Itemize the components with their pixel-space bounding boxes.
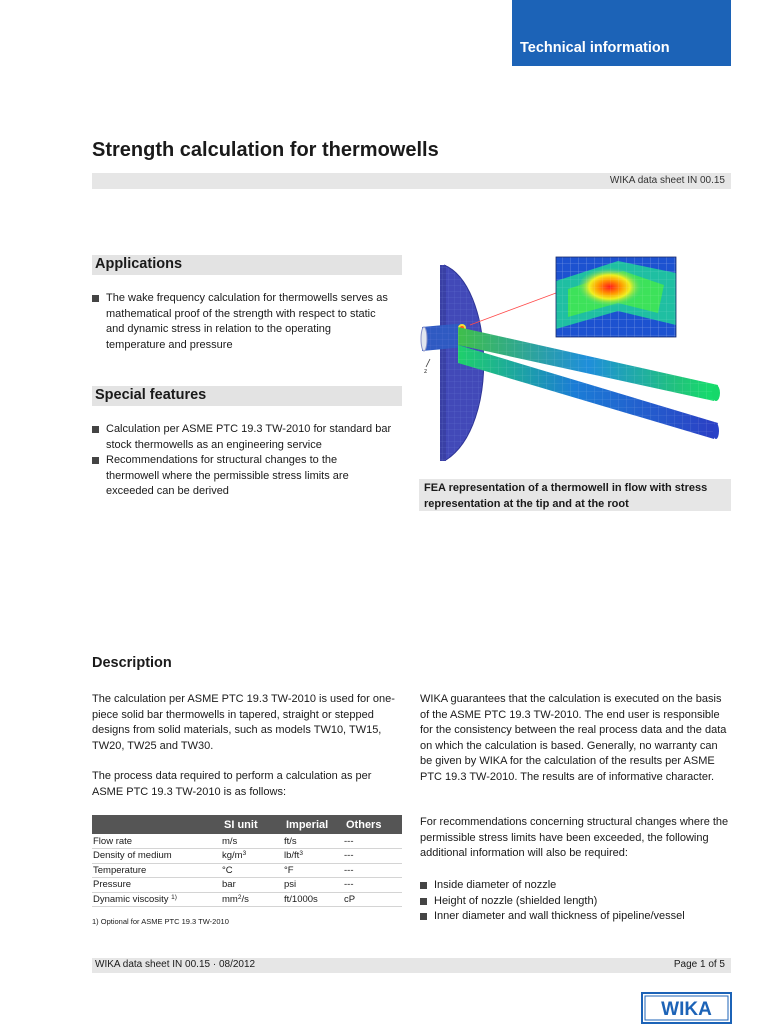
bullet-icon <box>92 457 99 464</box>
bullet-icon <box>420 913 427 920</box>
table-row: Density of medium $kg/m^3$ $lb/ft^3$ --- <box>92 849 402 864</box>
table-header-others: Others <box>342 815 402 834</box>
technical-information-tab <box>512 0 731 66</box>
wika-logo <box>641 992 732 1024</box>
list-item: The wake frequency calculation for thermowells serves as mathematical proof of the strength with respect to static and dynamic stress in relation to the operating temperature and pressure <box>92 291 392 353</box>
applications-heading: Applications <box>95 256 183 272</box>
figure-caption: FEA representation of a thermowell in flow with stress representation at the tip and at the root <box>419 479 731 511</box>
list-item: Height of nozzle (shielded length) <box>420 894 732 910</box>
svg-text:WIKA: WIKA <box>661 999 712 1020</box>
list-item: Recommendations for structural changes to the thermowell where the permissible stress limits are exceeded can be derived <box>92 453 407 500</box>
table-header-imperial: Imperial <box>282 815 342 834</box>
applications-list <box>92 291 392 353</box>
page-number: Page 1 of 5 <box>673 959 725 970</box>
recommendations-paragraph: For recommendations concerning structural changes where the permissible stress limits have been exceeded, the following additional information will also be required: <box>420 816 729 859</box>
table-row: Flow rate m/s ft/s --- <box>92 834 402 849</box>
footer-datasheet: WIKA data sheet IN 00.15 · 08/2012 <box>95 959 256 970</box>
svg-text:z: z <box>424 368 428 375</box>
description-paragraph-2: The process data required to perform a calculation as per ASME PTC 19.3 TW-2010 is as follows: <box>92 770 372 798</box>
page-footer <box>92 958 731 973</box>
list-item: Calculation per ASME PTC 19.3 TW-2010 for standard bar stock thermowells as an engineering service <box>92 422 407 453</box>
description-paragraph-1: The calculation per ASME PTC 19.3 TW-2010 is used for one-piece solid bar thermowells in tapered, straight or stepped designs from solid materials, such as models TW10, TW15, TW20, TW25 and TW30. <box>92 693 395 752</box>
special-features-list <box>92 422 407 500</box>
tab-label: Technical information <box>520 40 670 56</box>
special-features-heading: Special features <box>95 387 207 403</box>
bullet-icon <box>420 882 427 889</box>
table-header-row <box>92 815 402 834</box>
description-heading: Description <box>92 655 172 671</box>
special-features-heading-bar <box>92 386 402 406</box>
applications-heading-bar <box>92 255 402 275</box>
bullet-icon <box>92 295 99 302</box>
table-row: Pressure bar psi --- <box>92 878 402 893</box>
list-item: Inside diameter of nozzle <box>420 878 732 894</box>
required-info-list <box>420 878 732 925</box>
datasheet-bar <box>92 173 731 189</box>
table-header-si: SI unit <box>220 815 282 834</box>
bullet-icon <box>92 426 99 433</box>
table-row: Temperature °C °F --- <box>92 863 402 878</box>
list-item: Inner diameter and wall thickness of pipeline/vessel <box>420 909 732 925</box>
page-title: Strength calculation for thermowells <box>92 139 439 161</box>
datasheet-ref: WIKA data sheet IN 00.15 <box>609 175 725 186</box>
table-footnote: 1) Optional for ASME PTC 19.3 TW-2010 <box>92 917 229 926</box>
table-row: Dynamic viscosity $^{1)}$ $mm^2/s$ ft/1000s cP <box>92 892 402 907</box>
table-header-empty <box>92 815 220 834</box>
warranty-paragraph: WIKA guarantees that the calculation is executed on the basis of the ASME PTC 19.3 TW-2010. The end user is responsible for the consistency between the real process data and the data on which the calculation is based. Generally, no warranty can be given by WIKA for the calculation of the results per ASME PTC 19.3 TW-2010. The results are of informative character. <box>420 693 727 783</box>
process-data-table <box>92 815 402 907</box>
bullet-icon <box>420 898 427 905</box>
fea-thermowell-image <box>418 255 730 470</box>
